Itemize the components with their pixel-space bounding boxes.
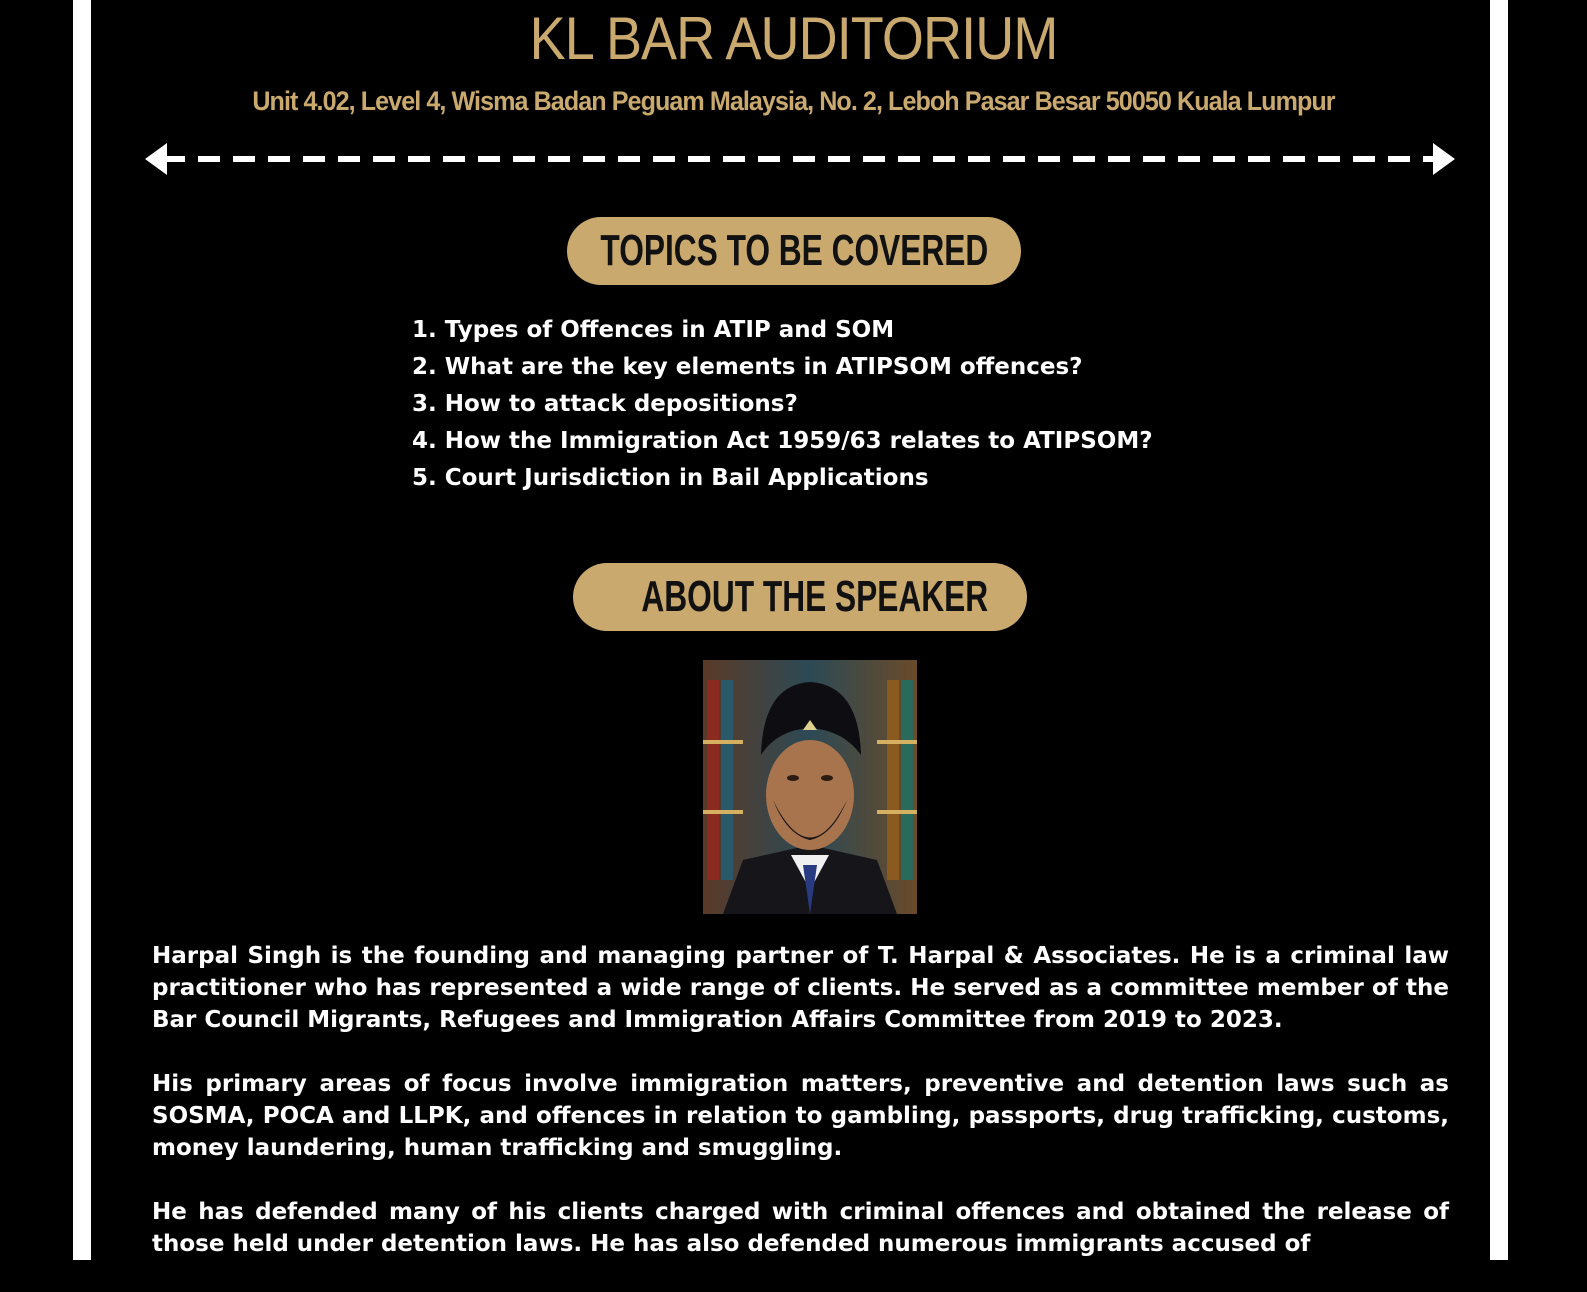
topics-heading: TOPICS TO BE COVERED <box>600 226 988 275</box>
speaker-heading-badge <box>573 563 1027 631</box>
right-frame-border <box>1490 0 1508 1260</box>
topic-item: 1. Types of Offences in ATIP and SOM <box>412 317 895 343</box>
left-frame-border <box>73 0 91 1260</box>
right-arrowhead-icon <box>1433 143 1455 175</box>
topic-item: 2. What are the key elements in ATIPSOM offences? <box>412 354 1083 380</box>
topic-item: 5. Court Jurisdiction in Bail Applications <box>412 465 929 491</box>
venue-address: Unit 4.02, Level 4, Wisma Badan Peguam Malaysia, No. 2, Leboh Pasar Besar 50050 Kuala Lumpur <box>252 86 1335 116</box>
double-arrow-divider <box>145 143 1455 175</box>
bio-paragraph: Harpal Singh is the founding and managing partner of T. Harpal & Associates. He is a criminal law practitioner who has represented a wide range of clients. He served as a committee member of the Bar Council Migrants, Refugees and Immigration Affairs Committee from 2019 to 2023. <box>152 943 1449 1033</box>
speaker-heading: ABOUT THE SPEAKER <box>641 572 989 621</box>
speaker-bio <box>152 940 1449 1292</box>
bio-paragraph: He has defended many of his clients charged with criminal offences and obtained the release of those held under detention laws. He has also defended numerous immigrants accused of <box>152 1199 1449 1257</box>
topic-item: 3. How to attack depositions? <box>412 391 798 417</box>
topics-heading-badge <box>567 217 1021 285</box>
topic-item: 4. How the Immigration Act 1959/63 relates to ATIPSOM? <box>412 428 1153 454</box>
speaker-photo <box>703 660 917 914</box>
bio-paragraph: His primary areas of focus involve immigration matters, preventive and detention laws such as SOSMA, POCA and LLPK, and offences in relation to gambling, passports, drug trafficking, customs, money laundering, human trafficking and smuggling. <box>152 1071 1449 1161</box>
venue-title: KL BAR AUDITORIUM <box>529 5 1058 72</box>
topics-list <box>412 312 1153 497</box>
